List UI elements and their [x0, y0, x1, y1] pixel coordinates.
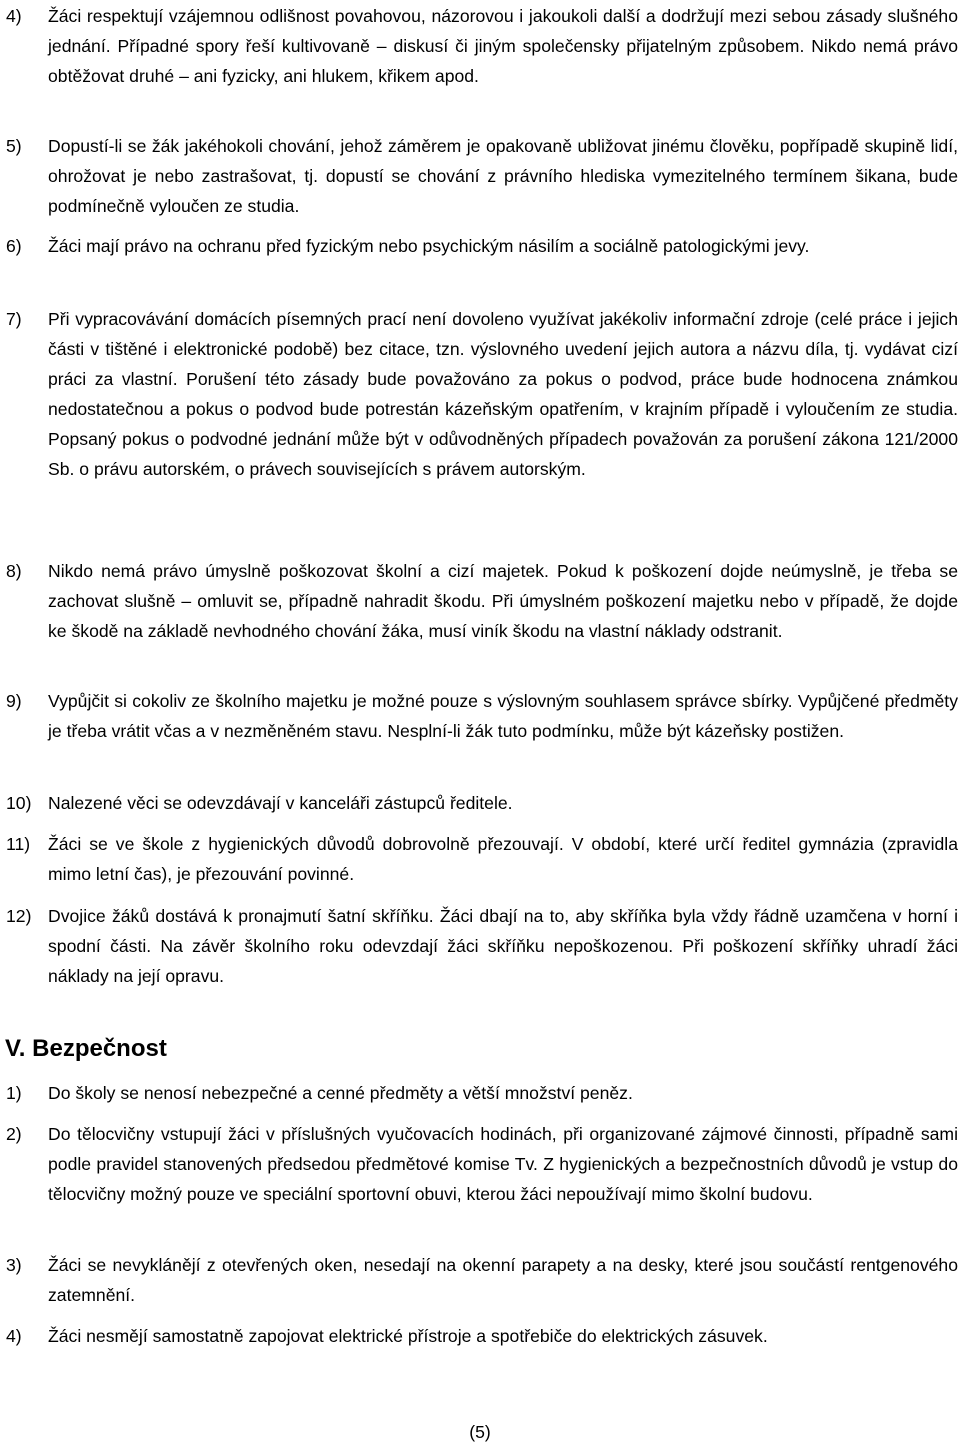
- rule-item-12: [6, 901, 958, 991]
- rule-number: 4): [6, 1326, 22, 1346]
- safety-rule-1: [6, 1078, 958, 1108]
- rule-item-4: [6, 1, 958, 91]
- rule-number: 5): [6, 136, 22, 156]
- rule-number: 9): [6, 691, 22, 711]
- rule-number: 6): [6, 236, 22, 256]
- rules-list-continued: [6, 788, 958, 818]
- rule-text: Dopustí-li se žák jakéhokoli chování, jehož záměrem je opakovaně ubližovat jinému člověku, popřípadě skupině lidí, ohrožovat je nebo zastrašovat, tj. dopustí se chování z právního hlediska vymezitelného termínem šikana, bude podmínečně vyloučen ze studia.: [48, 136, 958, 216]
- page-number: (5): [469, 1422, 491, 1442]
- rule-item-11: [6, 829, 958, 889]
- rule-text: Nalezené věci se odevzdávají v kanceláři zástupců ředitele.: [48, 793, 513, 813]
- rule-number: 12): [6, 906, 32, 926]
- rule-text: Žáci se ve škole z hygienických důvodů dobrovolně přezouvají. V období, které určí ředitel gymnázia (zpravidla mimo letní čas), je přezouvání povinné.: [48, 834, 958, 884]
- rules-list-continued: [6, 1, 958, 91]
- section-heading: V. Bezpečnost: [5, 1035, 167, 1062]
- rule-text: Nikdo nemá právo úmyslně poškozovat školní a cizí majetek. Pokud k poškození dojde neúmyslně, je třeba se zachovat slušně – omluvit se, případně nahradit škodu. Při úmyslném poškození majetku nebo v případě, že dojde ke škodě na základě nevhodného chování žáka, musí viník škodu na vlastní náklady odstranit.: [48, 561, 958, 641]
- safety-rules-list: [6, 1321, 958, 1351]
- rule-number: 2): [6, 1124, 22, 1144]
- safety-rule-2: [6, 1119, 958, 1209]
- rule-item-9: [6, 686, 958, 746]
- rule-text: Žáci nesmějí samostatně zapojovat elektrické přístroje a spotřebiče do elektrických zásuvek.: [48, 1326, 768, 1346]
- rule-number: 1): [6, 1083, 22, 1103]
- rule-text: Žáci se nevyklánějí z otevřených oken, nesedají na okenní parapety a na desky, které jsou součástí rentgenového zatemnění.: [48, 1255, 958, 1305]
- rules-list-continued: [6, 231, 958, 261]
- rule-text: Do tělocvičny vstupují žáci v příslušných vyučovacích hodinách, při organizované zájmové činnosti, případně sami podle pravidel stanovených předsedou předmětové komise Tv. Z hygienických a bezpečnostních důvodů je vstup do tělocvičny možný pouze ve speciální sportovní obuvi, kterou žáci nepoužívají mimo školní budovu.: [48, 1124, 958, 1204]
- rule-number: 10): [6, 793, 32, 813]
- safety-rules-list: [6, 1250, 958, 1310]
- rule-text: Žáci mají právo na ochranu před fyzickým nebo psychickým násilím a sociálně patologickými jevy.: [48, 236, 810, 256]
- rule-item-10: [6, 788, 958, 818]
- rule-number: 3): [6, 1255, 22, 1275]
- rule-text: Do školy se nenosí nebezpečné a cenné předměty a větší množství peněz.: [48, 1083, 633, 1103]
- rules-list-continued: [6, 131, 958, 221]
- rule-item-8: [6, 556, 958, 646]
- rule-text: Žáci respektují vzájemnou odlišnost povahovou, názorovou i jakoukoli další a dodržují mezi sebou zásady slušného jednání. Případné spory řeší kultivovaně – diskusí či jiným společensky přijatelným způsobem. Nikdo nemá právo obtěžovat druhé – ani fyzicky, ani hlukem, křikem apod.: [48, 6, 958, 86]
- rules-list-continued: [6, 829, 958, 889]
- rule-number: 8): [6, 561, 22, 581]
- rule-item-5: [6, 131, 958, 221]
- rule-item-6: [6, 231, 958, 261]
- rules-list-continued: [6, 901, 958, 991]
- rule-item-7: [6, 304, 958, 484]
- safety-rules-list: [6, 1078, 958, 1108]
- rules-list-continued: [6, 304, 958, 484]
- safety-rules-list: [6, 1119, 958, 1209]
- rule-number: 11): [6, 834, 31, 854]
- rule-text: Vypůjčit si cokoliv ze školního majetku je možné pouze s výslovným souhlasem správce sbírky. Vypůjčené předměty je třeba vrátit včas a v nezměněném stavu. Nesplní-li žák tuto podmínku, může být kázeňsky postižen.: [48, 691, 958, 741]
- safety-rule-4: [6, 1321, 958, 1351]
- rule-number: 4): [6, 6, 22, 26]
- rules-list-continued: [6, 686, 958, 746]
- rule-number: 7): [6, 309, 22, 329]
- rule-text: Dvojice žáků dostává k pronajmutí šatní skříňku. Žáci dbají na to, aby skříňka byla vždy řádně uzamčena v horní i spodní části. Na závěr školního roku odevzdají žáci skříňku nepoškozenou. Při poškození skříňky uhradí žáci náklady na její opravu.: [48, 906, 958, 986]
- rule-text: Při vypracovávání domácích písemných prací není dovoleno využívat jakékoliv informační zdroje (celé práce i jejich části v tištěné i elektronické podobě) bez citace, tzn. výslovného uvedení jejich autora a názvu díla, tj. vydávat cizí práci za vlastní. Porušení této zásady bude považováno za pokus o podvod, práce bude hodnocena známkou nedostatečnou a pokus o podvod bude potrestán kázeňským opatřením, v krajním případě i vyloučením ze studia. Popsaný pokus o podvodné jednání může být v odůvodněných případech považován za porušení zákona 121/2000 Sb. o právu autorském, o právech souvisejících s právem autorským.: [48, 309, 958, 479]
- safety-rule-3: [6, 1250, 958, 1310]
- rules-list-continued: [6, 556, 958, 646]
